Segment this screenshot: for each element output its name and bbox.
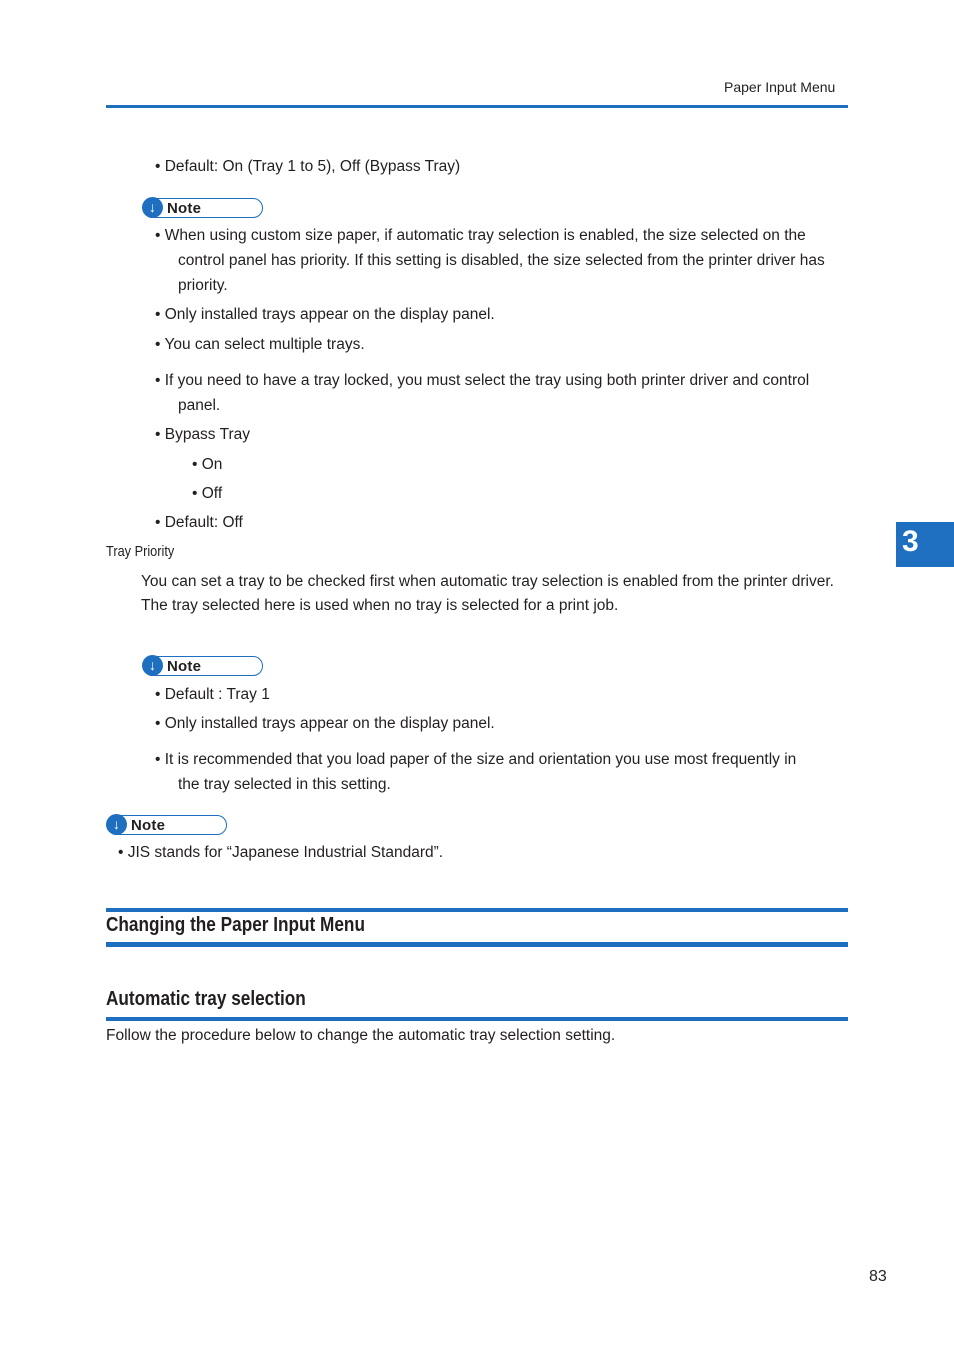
list-item: • Default: On (Tray 1 to 5), Off (Bypass Tray) <box>155 158 461 175</box>
note-label: Note <box>131 817 166 834</box>
list-item: • Only installed trays appear on the display panel. <box>155 715 495 732</box>
page-number: 83 <box>869 1268 887 1285</box>
section-rule-bottom <box>106 942 848 947</box>
sub-list-item: • On <box>192 456 223 473</box>
list-item: • JIS stands for “Japanese Industrial Standard”. <box>118 844 444 861</box>
running-header: Paper Input Menu <box>724 79 836 95</box>
note-badge <box>143 656 263 676</box>
note-label: Note <box>167 658 202 675</box>
chapter-tab <box>896 522 954 567</box>
section-title: Changing the Paper Input Menu <box>106 914 365 936</box>
section-rule-top <box>106 908 848 912</box>
note-label: Note <box>167 200 202 217</box>
list-item: • Default : Tray 1 <box>155 686 270 703</box>
list-item: • If you need to have a tray locked, you must select the tray using both printer driver and control <box>155 372 810 389</box>
list-item: • You can select multiple trays. <box>155 336 365 353</box>
chapter-number: 3 <box>902 525 919 558</box>
list-item-continuation: panel. <box>178 397 221 414</box>
sub-list-item: • Off <box>192 485 223 502</box>
list-item-continuation: control panel has priority. If this setting is disabled, the size selected from the printer driver has <box>178 252 825 269</box>
setting-heading: Tray Priority <box>106 544 175 560</box>
subsection-rule <box>106 1017 848 1021</box>
paragraph-line: You can set a tray to be checked first when automatic tray selection is enabled from the printer driver. <box>141 573 834 590</box>
arrow-down-icon: ↓ <box>142 197 163 218</box>
paragraph: Follow the procedure below to change the automatic tray selection setting. <box>106 1027 616 1044</box>
paragraph-line: The tray selected here is used when no tray is selected for a print job. <box>141 597 619 614</box>
list-item: • Default: Off <box>155 514 243 531</box>
note-badge <box>107 815 227 835</box>
note-badge <box>143 198 263 218</box>
arrow-down-icon: ↓ <box>106 814 127 835</box>
list-item-continuation: the tray selected in this setting. <box>178 776 391 793</box>
list-item: • Only installed trays appear on the display panel. <box>155 306 495 323</box>
list-item-continuation: priority. <box>178 277 228 294</box>
subsection-title: Automatic tray selection <box>106 988 306 1010</box>
header-rule <box>106 105 848 108</box>
list-item: • When using custom size paper, if automatic tray selection is enabled, the size selected on the <box>155 227 806 244</box>
list-item: • Bypass Tray <box>155 426 251 443</box>
list-item: • It is recommended that you load paper of the size and orientation you use most frequently in <box>155 751 797 768</box>
arrow-down-icon: ↓ <box>142 655 163 676</box>
